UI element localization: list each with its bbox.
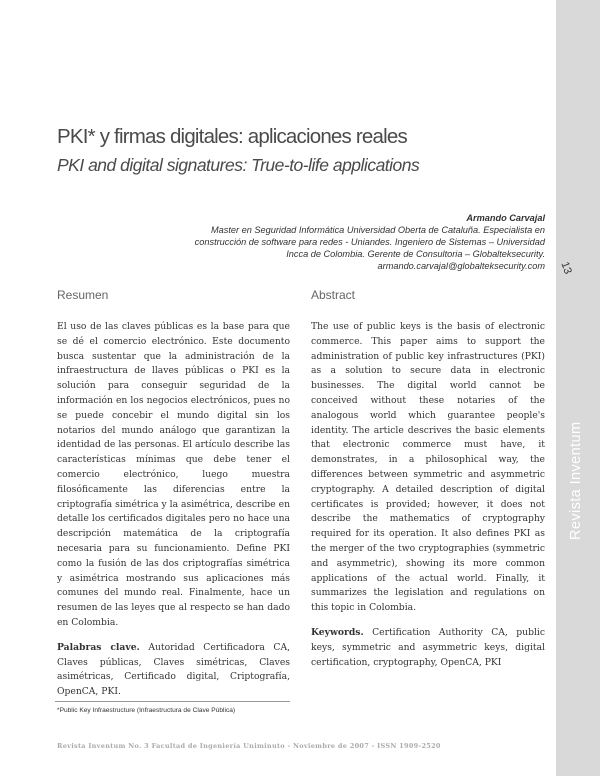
abstract-body: The use of public keys is the basis of electronic commerce. This paper aims to support the administration of public key infrastructures (PKI) as a solution to secure data in electronic businesses. The digital world cannot be conceived without these notaries of the analogous world which guarantee people's identity. The article descrives the basic elements that electronic commerce must have, it demonstrates, in a philosophical way, the differences between symmetric and asymmetric cryptography. A detailed description of digital certificates is provided; however, it does not describe the mathematics of cryptography required for its operation. It also defines PKI as the merger of the two cryptographies (symmetric and asymmetric), showing its more common applications of the actual world. Finally, it summarizes the legislation and regulations on this topic in Colombia. — [311, 321, 545, 614]
resumen-column — [57, 320, 290, 700]
resumen-body: El uso de las claves públicas es la base para que se dé el comercio electrónico. Este documento busca sustentar que la administración de la infraestructura de llaves públicas o PKI es la solución para conseguir seguridad de la información en los negocios electrónicos, pues no se puede concebir el mundo digital sin los notarios del mundo análogo que garantizan la identidad de las personas. El artículo describe las características mínimas que debe tener el comercio electrónico, luego muestra filosóficamente las diferencias entre la criptografía simétrica y la asimétrica, describe en detalle los certificados digitales pero no hace una descripción matemática de la criptografía necesaria para su funcionamiento. Define PKI como la fusión de las dos criptografías simétrica y asimétrica mostrando sus aplicaciones más comunes del mundo real. Finalmente, hace un resumen de las leyes que al respecto se han dado en Colombia. — [57, 321, 290, 628]
abstract-column — [311, 320, 545, 670]
footnote: *Public Key Infraestructure (Infraestructura de Clave Pública) — [57, 707, 236, 714]
abstract-keywords — [311, 626, 545, 670]
journal-side-label: Revista Inventum — [568, 421, 584, 540]
author-email: armando.carvajal@globalteksecurity.com — [377, 261, 545, 271]
page-number: 13 — [558, 260, 574, 276]
author-affiliation-line: construcción de software para redes - Uniandes. Ingeniero de Sistemas – Universidad — [194, 237, 545, 247]
resumen-keywords — [57, 641, 290, 700]
keywords-label: Keywords. — [311, 626, 364, 638]
author-block — [125, 212, 545, 272]
side-band — [556, 0, 600, 776]
footnote-rule — [55, 701, 290, 702]
author-affiliation-line: Incca de Colombia. Gerente de Consultoria – Globalteksecurity. — [286, 249, 545, 259]
resumen-heading: Resumen — [57, 288, 109, 302]
abstract-heading: Abstract — [311, 288, 356, 302]
keywords-text: Autoridad Certificadora CA, Claves públicas, Claves simétricas, Claves asimétricas, Certificado digital, Criptografía, OpenCA, PKI. — [57, 641, 291, 698]
running-footer: Revista Inventum No. 3 Facultad de Ingeniería Uniminuto - Noviembre de 2007 - ISSN 1909-2520 — [57, 742, 441, 750]
keywords-text: Certification Authority CA, public keys, symmetric and asymmetric keys, digital certification, cryptography, OpenCA, PKI — [311, 626, 545, 668]
article-subtitle: PKI and digital signatures: True-to-life applications — [57, 155, 420, 175]
article-title: PKI* y firmas digitales: aplicaciones reales — [57, 125, 407, 148]
author-affiliation-line: Master en Seguridad Informática Universidad Oberta de Cataluña. Especialista en — [211, 225, 545, 235]
keywords-label: Palabras clave. — [57, 641, 140, 653]
author-name: Armando Carvajal — [466, 213, 545, 223]
